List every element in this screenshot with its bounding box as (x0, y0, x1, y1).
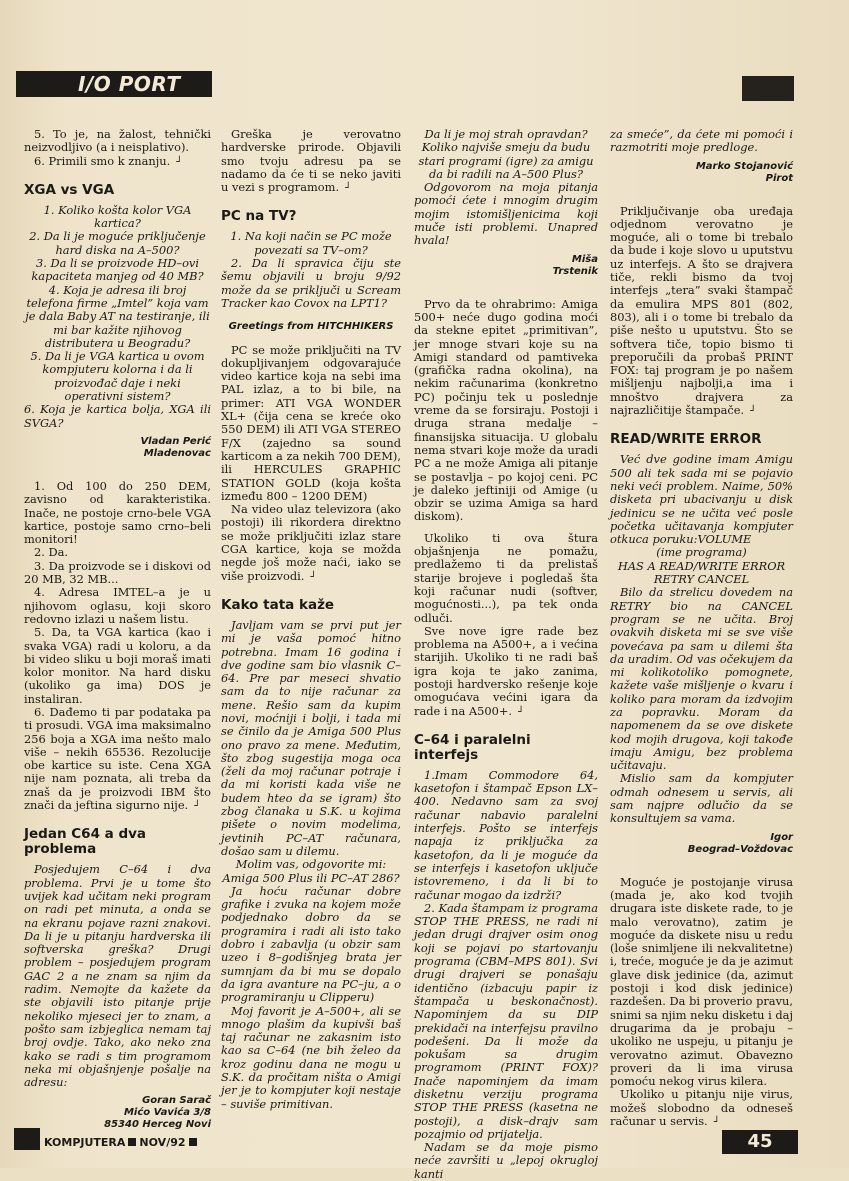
letter: Javljam vam se prvi put jer mi je vaša pomoć hitno potrebna. Imam 16 godina i dve godine sam bio vlasnik C–64. Pre par meseci shvatio sam da to nije računar za mene. Rešio sam da kupim novi, moćniji i bolji, i tada mi se činilo da je Amiga 500 Plus ono pravo za mene. Međutim, što zbog sugestija moga oca (želi da moj računar potraje i da mi koristi kada više ne budem hteo da se igram) što zbog članaka u S.K. u kojima pišete o novim modelima, jevtinih PC–AT računara, došao sam u dilemu. (221, 617, 401, 858)
question: 5. Da li je VGA kartica u ovom kompjuteru kolorna i da li proizvođač daje i neki operativni sistem? (30, 349, 205, 404)
answer: 2. Da. (34, 545, 69, 560)
answer: 3. Da proizvode se i diskovi od 20 MB, 32 MB... (24, 558, 211, 587)
question: 1. Koliko košta kolor VGA kartica? (43, 202, 192, 231)
question: 6. Koja je kartica bolja, XGA ili SVGA? (24, 402, 211, 430)
article-title-c64-parallel: C–64 i paralelni interfejs (414, 731, 531, 763)
letter: za smeće”, da ćete mi pomoći i razmotriti moje predloge. (610, 127, 793, 155)
footer-issue (44, 1136, 200, 1149)
footer-block (14, 1128, 40, 1150)
letter: RETRY CANCEL (653, 572, 750, 587)
answer: 4. Adresa IMTEL–a je u njihovom oglasu, koji skoro redovno izlazi u našem listu. (24, 585, 211, 626)
letter: Odgovorom na moja pitanja pomoći ćete i mnogim drugim mojim istomišljenicima koji muče isti problemi. Unapred hvala! (414, 180, 598, 248)
answer: Moguće je postojanje virusa (mada je, ako kod tvojih drugara iste diskete rade, to je malo verovatno), zatim je moguće da diskete nisu u redu (loše snimljene ili nekvalitetne) i, treće, moguće je da je azimut glave disk jedinice (da, azimut postoji i kod disk jedinice) razdešen. Da bi proverio pravu, snimi sa njim neku disketu i daj drugarima da je probaju – ukoliko ne uspeju, u pitanju je verovatno azimut. Obavezno proveri da li ima virusa pomoću nekog virus kilera. (610, 874, 793, 1089)
letter: Da li je moj strah opravdan? Koliko najviše smeju da budu stari programi (igre) za amigu da bi radili na A–500 Plus? (418, 127, 594, 181)
letter: Ja hoću računar dobre grafike i zvuka na kojem može podjednako dobro da se programira i radi ali isto tako dobro i zabavlja (u obzir sam uzeo i 8–godišnjeg brata jer sumnjam da bi mu se dopalo da igra avanture na PC–ju, a o programiranju u Clipperu) (221, 883, 401, 1005)
signature: Greetings from HITCHHIKERS (228, 321, 394, 333)
letter: Bilo da strelicu dovedem na RETRY bio na CANCEL program se ne učita. Broj ovakvih disketa mi se sve više povećava pa sam u dilemi šta da uradim. Od vas očekujem da mi kolikotoliko pomognete, kažete vaše mišljenje o kvaru i koliko para moram da izdvojim za popravku. Moram da napomenem da se ove diskete kod mojih drugova, koji takođe imaju Amigu, bez problema učitavaju. (610, 585, 793, 773)
answer: PC se može priključiti na TV dokupljivanjem odgovarajuće video kartice koja na sebi ima PAL izlaz, a to bi bile, na primer: ATI VGA WONDER XL+ (čija cena se kreće oko 550 DEM) ili ATI VGA STEREO F/X (zajedno sa sound karticom a za nekih 700 DEM), ili HERCULES GRAPHIC STATION GOLD (koja košta između 800 – 1200 DEM) (221, 342, 401, 503)
signature: Vladan Perić Mladenovac (140, 435, 211, 459)
question: 2. Da li spravica čiju ste šemu objavili u broju 9/92 može da se priključi u Scream Tracker kao Covox na LPT1? (221, 256, 401, 310)
column-2 (221, 128, 401, 1111)
article-title-xga: XGA vs VGA (24, 181, 115, 198)
question: 2. Da li je moguće priključenje hard diska na A–500? (29, 229, 206, 257)
article-title-rw-error: READ/WRITE ERROR (610, 431, 762, 448)
question: 4. Koja je adresa ili broj telefona firme „Imtel” koja vam je dala Baby AT na testiranje, ili mi bar kažite njihovog distributera u Beogradu? (25, 282, 210, 350)
answer: Na video ulaz televizora (ako postoji) ili rikordera direktno se može priključiti izlaz stare CGA kartice, koja se možda negde još može naći, iako se više proizvodi. ┘ (221, 502, 401, 583)
letter: Mislio sam da kompjuter odmah odnesem u servis, ali sam najpre odlučio da se konsultujem sa vama. (610, 771, 793, 826)
answer: Ukoliko u pitanju nije virus, možeš slobodno da odneseš računar u servis. ┘ (610, 1087, 793, 1128)
article-title-kako: Kako tata kaže (221, 596, 335, 613)
answer: 6. Dađemo ti par podataka pa ti prosudi. VGA ima maksimalno 256 boja a XGA ima nešto malo više – nekih 65536. Rezolucije obe kartice su iste. Cena XGA nije nam poznata, ali treba da znaš da je proizvodi IBM što znači da jeftina sigurno nije. ┘ (24, 704, 211, 813)
paragraph: Greška je verovatno hardverske prirode. Objavili smo tvoju adresu pa se nadamo da će ti se neko javiti u vezi s programom. ┘ (221, 127, 401, 195)
article-title-c64: Jedan C64 a dva problema (24, 826, 147, 858)
signature: Miša Trstenik (552, 253, 598, 277)
answer: Ukoliko ti ova štura objašnjenja ne pomažu, predlažemo ti da prelistaš starije brojeve i pogledaš šta koji računar nudi (softver, mogućnosti...), pa tek onda odluči. (414, 530, 598, 625)
question: 3. Da li se proizvode HD–ovi kapaciteta manjeg od 40 MB? (31, 256, 204, 284)
answer: 1. Od 100 do 250 DEM, zavisno od karakteristika. Inače, ne postoje crno-bele VGA kartice, postoje samo crno–beli monitori! (24, 478, 211, 547)
section-title: I/O PORT (78, 72, 181, 96)
letter: 2. Kada štampam iz programa STOP THE PRESS, ne radi ni jedan drugi drajver osim onog koji se pojavi po startovanju programa (CBM–MPS 801). Svi drugi drajveri se ponašaju identično (izbacuju papir iz štampača u beskonačnost). Napominjem da su DIP prekidači na interfejsu pravilno podešeni. Da li može da pokušam sa drugim programom (PRINT FOX)? Inače napominjem da imam disketnu verziju programa STOP THE PRESS (kasetna ne postoji), a disk–drajv sam pozajmio od prijatelja. (414, 900, 598, 1141)
column-1 (24, 128, 211, 1139)
paragraph: 6. Primili smo k znanju. ┘ (34, 153, 183, 168)
article-title-pctv: PC na TV? (221, 208, 297, 225)
column-4 (610, 128, 793, 1129)
answer: 5. Da, ta VGA kartica (kao i svaka VGA) radi u koloru, a da bi video sliku u boji moraš imati kolor monitor. Na hard disku (ukoliko ga ima) DOS je instaliran. (24, 625, 211, 706)
signature: Marko Stojanović Pirot (695, 160, 793, 184)
signature: Goran Sarač Mićo Vavića 3/8 85340 Herceg Novi (104, 1095, 211, 1131)
page-number: 45 (722, 1130, 798, 1154)
header-corner-block (742, 76, 794, 101)
question: 1. Na koji način se PC može povezati sa TV–om? (230, 229, 392, 257)
issue-label: NOV/92 (139, 1136, 186, 1149)
answer: Prvo da te ohrabrimo: Amiga 500+ neće dugo godina moći da stekne epitet „primitivan”, jer mnoge stvari koje su na Amigi standard od pamtiveka (grafička radna okolina), na nekim računarima (konkretno PC) počinju tek u poslednje vreme da se forsiraju. Postoji i druga strana medalje – finansijska situacija. U globalu nema stvari koje može da uradi PC a ne može Amiga ali pitanje se postavlja – po kojoj ceni. PC je daleko jeftiniji od Amige (u obzir se uzima Amiga sa hard diskom). (414, 296, 598, 524)
magazine-name: KOMPJUTERA (44, 1136, 126, 1149)
column-3 (414, 128, 598, 1181)
letter: Posjedujem C–64 i dva problema. Prvi je u tome što uvijek kad učitam neki program on radi pet minuta, a onda se na ekranu pojave razni znakovi. Da li je u pitanju hardverska ili softverska greška? Drugi problem – posjedujem program GAC 2 a ne znam sa njim da radim. Nemojte da kažete da ste objavili isto pitanje prije nekoliko mjeseci jer to znam, a pošto sam izbjeglica nemam taj broj ovdje. Tako, ako neko zna kako se radi s tim programom neka mi objašnjenje pošalje na adresu: (24, 862, 211, 1090)
letter: Već dve godine imam Amigu 500 ali tek sada mi se pojavio neki veći problem. Naime, 50% disketa pri ubacivanju u disk jedinicu se ne učita već posle početka učitavanja kompjuter otkuca poruku:VOLUME (610, 452, 793, 547)
answer: Priključivanje oba uređaja odjednom verovatno je moguće, ali o tome bi trebalo da bude i koje slovo u uputstvu uz interfejs. A što se drajvera tiče, rekli bismo da tvoj interfejs „tera” svaki štampač da emulira MPS 801 (802, 803), ali i o tome bi trebalo da piše nešto u uputstvu. Što se softvera tiče, topio bismo ti preporučili da probaš PRINT FOX: taj program je po našem mišljenju najbolji,a ima i mnoštvo drajvera za najrazličitije štampače. ┘ (610, 203, 793, 418)
paragraph: 5. To je, na žalost, tehnički neizvodljivo (a i neisplativo). (24, 127, 211, 155)
letter: Molim vas, odgovorite mi: Amiga 500 Plus ili PC–AT 286? (222, 857, 400, 885)
letter: 1.Imam Commodore 64, kasetofon i štampač Epson LX–400. Nedavno sam za svoj računar nabavio paralelni interfejs. Pošto se interfejs napaja iz priključka za kasetofon, da li je moguće da se interfejs i kasetofon uključe istovremeno, i da li bi to računar mogao da izdrži? (414, 767, 598, 902)
letter: Moj favorit je A–500+, ali se mnogo plašim da kupivši baš taj računar ne zakasnim isto kao sa C–64 (ne bih želeo da kroz godinu dana ne mogu u S.K. da pročitam ništa o Amigi jer je to kompjuter koji nestaje – suviše primitivan. (221, 1003, 401, 1111)
letter: HAS A READ/WRITE ERROR (617, 558, 786, 573)
letter: Nadam se da moje pismo neće završiti u „lepoj okrugloj kanti (414, 1140, 598, 1181)
answer: Sve nove igre rade bez problema na A500+, a i većina starijih. Ukoliko ti ne radi baš igra koja te jako zanima, postoji hardversko rešenje koje omogućava većini igara da rade i na A500+. ┘ (414, 623, 598, 718)
signature: Igor Beograd–Voždovac (687, 831, 793, 855)
letter: (ime programa) (656, 545, 747, 560)
